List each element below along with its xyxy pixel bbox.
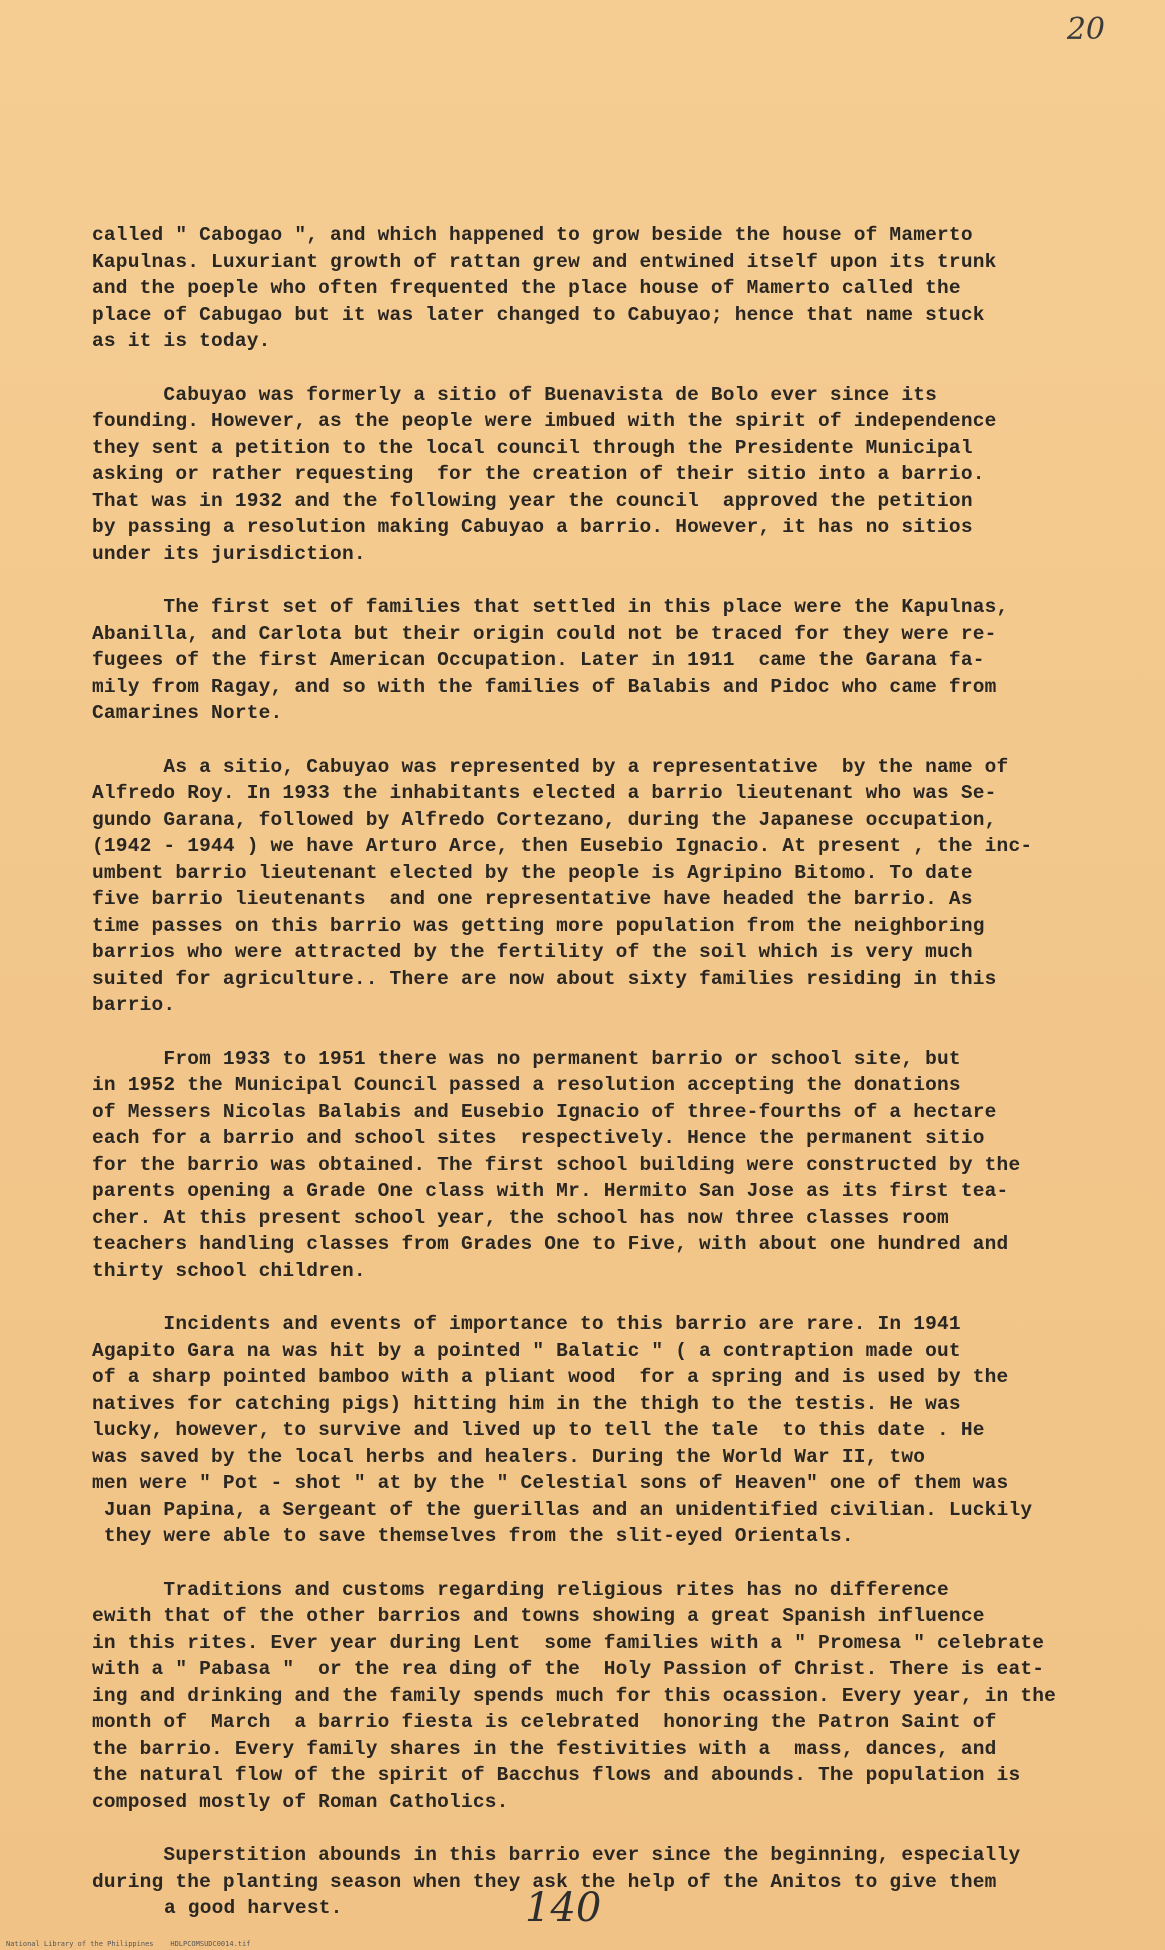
text-line: place of Cabugao but it was later changed to Cabuyao; hence that name stuck xyxy=(92,303,985,326)
text-line: suited for agriculture.. There are now about sixty families residing in this xyxy=(92,967,997,990)
text-line: for the barrio was obtained. The first school building were constructed by the xyxy=(92,1153,1021,1176)
text-line: month of March a barrio fiesta is celebrated honoring the Patron Saint of xyxy=(92,1711,997,1733)
folio-number: 20 xyxy=(1066,12,1105,47)
text-line: as it is today. xyxy=(92,330,271,352)
text-line: cher. At this present school year, the school has now three classes room xyxy=(92,1206,949,1229)
text-line: Juan Papina, a Sergeant of the guerillas and an unidentified civilian. Luckily xyxy=(92,1498,1033,1521)
text-line: The first set of families that settled in this place were the Kapulnas, xyxy=(92,596,1009,618)
text-line: As a sitio, Cabuyao was represented by a representative by the name of xyxy=(92,755,1009,778)
paragraph-6 xyxy=(92,1311,1127,1550)
text-line: (1942 - 1944 ) we have Arturo Arce, then Eusebio Ignacio. At present , the inc- xyxy=(92,835,1033,857)
text-line: fugees of the first American Occupation. Later in 1911 came the Garana fa- xyxy=(92,649,985,671)
paragraph-2 xyxy=(92,382,1127,568)
text-line: gundo Garana, followed by Alfredo Cortezano, during the Japanese occupation, xyxy=(92,808,997,831)
text-line: a good harvest. xyxy=(164,1897,343,1919)
text-line: five barrio lieutenants and one representative have headed the barrio. As xyxy=(92,888,973,910)
text-line: asking or rather requesting for the creation of their sitio into a barrio. xyxy=(92,463,985,485)
text-line: in this rites. Ever year during Lent some families with a " Promesa " celebrate xyxy=(92,1631,1045,1654)
text-line: founding. However, as the people were imbued with the spirit of independence xyxy=(92,410,997,432)
text-line: barrio. xyxy=(92,994,176,1016)
text-line: thirty school children. xyxy=(92,1259,366,1282)
text-line: they sent a petition to the local council through the Presidente Municipal xyxy=(92,436,973,459)
text-line: time passes on this barrio was getting more population from the neighboring xyxy=(92,914,985,937)
paragraph-3 xyxy=(92,594,1127,727)
text-line: That was in 1932 and the following year the council approved the petition xyxy=(92,489,973,512)
text-line: by passing a resolution making Cabuyao a barrio. However, it has no sitios xyxy=(92,516,973,538)
text-line: the natural flow of the spirit of Bacchus flows and abounds. The population is xyxy=(92,1764,1021,1786)
text-line: lucky, however, to survive and lived up to tell the tale to this date . He xyxy=(92,1419,985,1441)
text-line: From 1933 to 1951 there was no permanent barrio or school site, but xyxy=(92,1047,961,1070)
text-line: Traditions and customs regarding religious rites has no difference xyxy=(92,1578,949,1601)
text-line: Superstition abounds in this barrio ever since the beginning, especially xyxy=(92,1844,1021,1866)
document-body xyxy=(92,222,1127,1949)
handwritten-page-number: 140 xyxy=(525,1885,602,1931)
text-line: Cabuyao was formerly a sitio of Buenavista de Bolo ever since its xyxy=(92,383,938,406)
text-line: Alfredo Roy. In 1933 the inhabitants elected a barrio lieutenant who was Se- xyxy=(92,782,997,804)
text-line: of a sharp pointed bamboo with a pliant wood for a spring and is used by the xyxy=(92,1366,1009,1388)
text-line: Incidents and events of importance to this barrio are rare. In 1941 xyxy=(92,1313,961,1335)
text-line: called " Cabogao ", and which happened to grow beside the house of Mamerto xyxy=(92,224,973,246)
text-line: in 1952 the Municipal Council passed a resolution accepting the donations xyxy=(92,1074,961,1096)
text-line: Kapulnas. Luxuriant growth of rattan grew and entwined itself upon its trunk xyxy=(92,250,997,273)
text-line: they were able to save themselves from the slit-eyed Orientals. xyxy=(92,1525,854,1547)
text-line: under its jurisdiction. xyxy=(92,542,366,565)
paragraph-4 xyxy=(92,754,1127,1019)
text-line: natives for catching pigs) hitting him in the thigh to the testis. He was xyxy=(92,1392,961,1415)
text-line: ing and drinking and the family spends much for this ocassion. Every year, in the xyxy=(92,1684,1057,1707)
text-line: with a " Pabasa " or the rea ding of the Holy Passion of Christ. There is eat- xyxy=(92,1658,1045,1680)
text-line: parents opening a Grade One class with Mr. Hermito San Jose as its first tea- xyxy=(92,1180,1009,1202)
text-line: umbent barrio lieutenant elected by the people is Agripino Bitomo. To date xyxy=(92,861,973,884)
text-line: of Messers Nicolas Balabis and Eusebio Ignacio of three-fourths of a hectare xyxy=(92,1100,997,1123)
scan-footer: National Library of the Philippines HDLPCOMSUDC0014.tif xyxy=(6,1940,251,1948)
text-line: Agapito Gara na was hit by a pointed " Balatic " ( a contraption made out xyxy=(92,1339,961,1362)
text-line: the barrio. Every family shares in the festivities with a mass, dances, and xyxy=(92,1737,997,1760)
text-line: ewith that of the other barrios and towns showing a great Spanish influence xyxy=(92,1605,985,1627)
text-line: composed mostly of Roman Catholics. xyxy=(92,1790,509,1813)
text-line: Camarines Norte. xyxy=(92,702,283,724)
text-line: and the poeple who often frequented the place house of Mamerto called the xyxy=(92,277,961,299)
paragraph-8 xyxy=(92,1842,1127,1922)
text-line: men were " Pot - shot " at by the " Celestial sons of Heaven" one of them was xyxy=(92,1472,1009,1494)
text-line: during the planting season when they ask the help of the Anitos to give them xyxy=(92,1870,997,1893)
text-line: teachers handling classes from Grades One to Five, with about one hundred and xyxy=(92,1233,1009,1255)
text-line: was saved by the local herbs and healers. During the World War II, two xyxy=(92,1445,926,1468)
text-line: Abanilla, and Carlota but their origin could not be traced for they were re- xyxy=(92,622,997,645)
text-line: each for a barrio and school sites respectively. Hence the permanent sitio xyxy=(92,1127,985,1149)
paragraph-1 xyxy=(92,222,1127,355)
paragraph-5 xyxy=(92,1046,1127,1285)
text-line: mily from Ragay, and so with the families of Balabis and Pidoc who came from xyxy=(92,675,997,698)
text-line: barrios who were attracted by the fertility of the soil which is very much xyxy=(92,941,973,963)
paragraph-7 xyxy=(92,1577,1127,1816)
